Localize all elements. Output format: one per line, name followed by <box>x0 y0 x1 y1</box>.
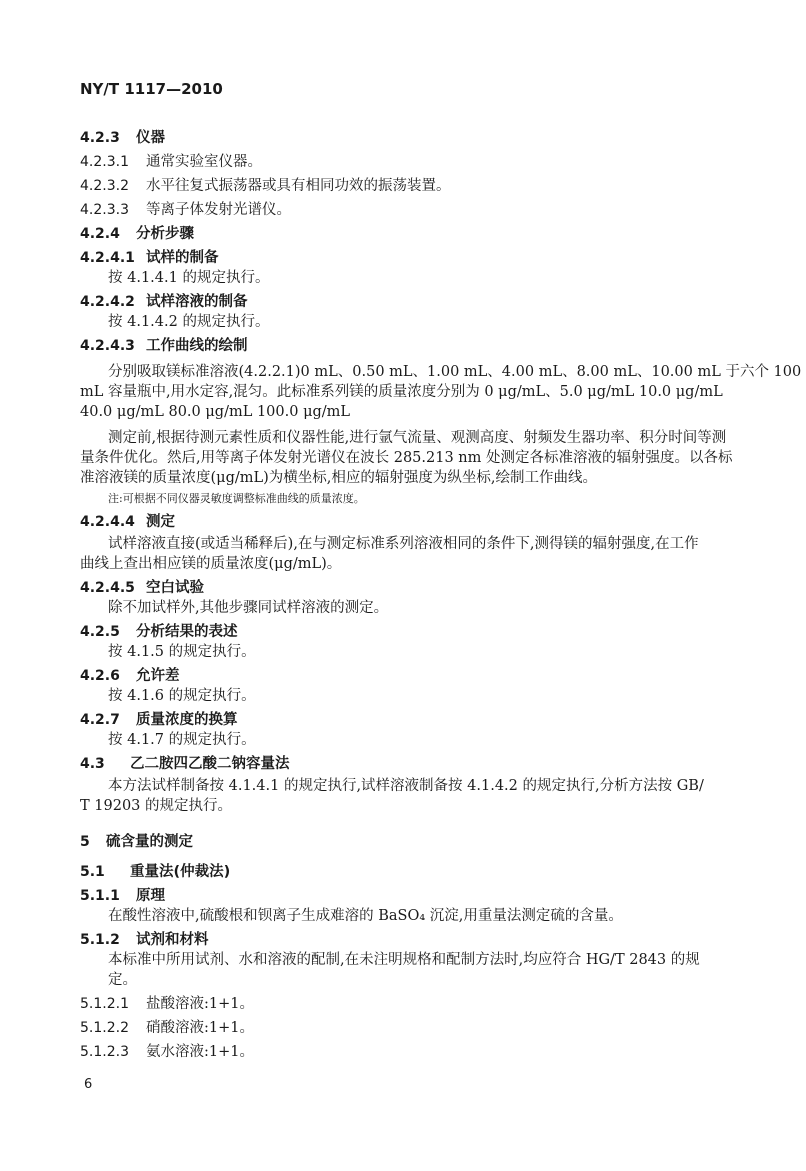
section-title: 试样溶液的制备 <box>146 294 248 310</box>
section-number: 4.2.4.1 <box>80 250 135 266</box>
paragraph-line: 40.0 μg/mL 80.0 μg/mL 100.0 μg/mL <box>80 404 351 420</box>
section-4-2-3 <box>80 128 726 148</box>
section-4-2-4-4 <box>80 512 726 532</box>
clause-number: 5.1.2.1 <box>80 996 129 1012</box>
clause-4-2-3-1 <box>80 152 726 172</box>
section-body: 按 4.1.4.1 的规定执行。 <box>108 270 270 286</box>
section-title: 乙二胺四乙酸二钠容量法 <box>130 756 290 772</box>
section-title: 测定 <box>146 514 175 530</box>
paragraph-line: 曲线上查出相应镁的质量浓度(μg/mL)。 <box>80 556 342 572</box>
section-body: 除不加试样外,其他步骤同试样溶液的测定。 <box>108 600 389 616</box>
section-number: 4.2.5 <box>80 624 120 640</box>
paragraph-edta-method <box>80 776 726 816</box>
section-body: 在酸性溶液中,硫酸根和钡离子生成难溶的 BaSO₄ 沉淀,用重量法测定硫的含量。 <box>108 908 623 924</box>
section-body: 按 4.1.5 的规定执行。 <box>108 644 256 660</box>
clause-4-2-3-2 <box>80 176 726 196</box>
paragraph-line: T 19203 的规定执行。 <box>80 798 233 814</box>
section-number: 4.2.4.3 <box>80 338 135 354</box>
section-title: 分析结果的表述 <box>136 624 238 640</box>
section-5-1 <box>80 862 726 882</box>
section-title: 工作曲线的绘制 <box>146 338 248 354</box>
section-body: 按 4.1.7 的规定执行。 <box>108 732 256 748</box>
section-4-2-7 <box>80 710 726 730</box>
clause-5-1-2-1 <box>80 994 726 1014</box>
section-4-2-5 <box>80 622 726 642</box>
paragraph-measurement <box>80 428 733 488</box>
document-body <box>80 124 802 1062</box>
section-title: 重量法(仲裁法) <box>130 864 231 880</box>
section-number: 5.1.1 <box>80 888 120 904</box>
section-number: 4.2.4.5 <box>80 580 135 596</box>
section-number: 5 <box>80 834 90 850</box>
section-title: 空白试验 <box>146 580 204 596</box>
section-number: 4.2.7 <box>80 712 120 728</box>
clause-number: 5.1.2.3 <box>80 1044 129 1060</box>
paragraph-line: 量条件优化。然后,用等离子体发射光谱仪在波长 285.213 nm 处测定各标准溶液的辐射强度。以各标 <box>80 450 733 466</box>
section-4-2-6 <box>80 666 726 686</box>
paragraph-line: 准溶液镁的质量浓度(μg/mL)为横坐标,相应的辐射强度为纵坐标,绘制工作曲线。 <box>80 470 597 486</box>
section-number: 4.3 <box>80 756 105 772</box>
clause-number: 4.2.3.2 <box>80 178 129 194</box>
section-body: 按 4.1.6 的规定执行。 <box>108 688 256 704</box>
document-header: NY/T 1117—2010 <box>80 80 223 98</box>
clause-5-1-2-3 <box>80 1042 726 1062</box>
paragraph-line: 分别吸取镁标准溶液(4.2.2.1)0 mL、0.50 mL、1.00 mL、4.00 mL、8.00 mL、10.00 mL 于六个 100 <box>108 364 802 380</box>
section-title: 试剂和材料 <box>136 932 209 948</box>
clause-text: 氨水溶液:1+1。 <box>146 1044 254 1060</box>
clause-text: 等离子体发射光谱仪。 <box>146 202 291 218</box>
section-4-3 <box>80 754 726 774</box>
section-number: 5.1 <box>80 864 105 880</box>
section-title: 允许差 <box>136 668 180 684</box>
section-5 <box>80 832 726 852</box>
section-4-2-4-5 <box>80 578 726 598</box>
section-5-1-2 <box>80 930 726 950</box>
section-title: 硫含量的测定 <box>106 834 193 850</box>
section-4-2-4-2 <box>80 292 726 312</box>
section-4-2-4-3 <box>80 336 726 356</box>
clause-number: 4.2.3.1 <box>80 154 129 170</box>
paragraph-determination <box>80 534 726 574</box>
paragraph-standard-series <box>80 362 802 422</box>
section-number: 4.2.4.2 <box>80 294 135 310</box>
note: 注:可根据不同仪器灵敏度调整标准曲线的质量浓度。 <box>108 492 365 505</box>
clause-text: 硝酸溶液:1+1。 <box>146 1020 254 1036</box>
section-body: 本标准中所用试剂、水和溶液的配制,在未注明规格和配制方法时,均应符合 HG/T 2843 的规定。 <box>108 952 700 988</box>
clause-text: 通常实验室仪器。 <box>146 154 262 170</box>
section-title: 原理 <box>136 888 165 904</box>
section-title: 质量浓度的换算 <box>136 712 238 728</box>
section-title: 试样的制备 <box>146 250 219 266</box>
section-5-1-1 <box>80 886 726 906</box>
clause-text: 水平往复式振荡器或具有相同功效的振荡装置。 <box>146 178 451 194</box>
paragraph-line: mL 容量瓶中,用水定容,混匀。此标准系列镁的质量浓度分别为 0 μg/mL、5.0 μg/mL 10.0 μg/mL <box>80 384 723 400</box>
clause-number: 4.2.3.3 <box>80 202 129 218</box>
section-4-2-4-1 <box>80 248 726 268</box>
clause-text: 盐酸溶液:1+1。 <box>146 996 254 1012</box>
clause-number: 5.1.2.2 <box>80 1020 129 1036</box>
page-number: 6 <box>84 1077 93 1092</box>
section-number: 4.2.4 <box>80 226 120 242</box>
section-4-2-4 <box>80 224 726 244</box>
section-body: 按 4.1.4.2 的规定执行。 <box>108 314 270 330</box>
paragraph-line: 本方法试样制备按 4.1.4.1 的规定执行,试样溶液制备按 4.1.4.2 的规定执行,分析方法按 GB/ <box>108 778 704 794</box>
section-number: 4.2.3 <box>80 130 120 146</box>
section-title: 仪器 <box>136 130 165 146</box>
clause-4-2-3-3 <box>80 200 726 220</box>
section-number: 4.2.4.4 <box>80 514 135 530</box>
section-number: 5.1.2 <box>80 932 120 948</box>
section-number: 4.2.6 <box>80 668 120 684</box>
clause-5-1-2-2 <box>80 1018 726 1038</box>
paragraph-line: 试样溶液直接(或适当稀释后),在与测定标准系列溶液相同的条件下,测得镁的辐射强度,在工作 <box>108 536 699 552</box>
section-title: 分析步骤 <box>136 226 194 242</box>
paragraph-line: 测定前,根据待测元素性质和仪器性能,进行氩气流量、观测高度、射频发生器功率、积分时间等测 <box>108 430 727 446</box>
